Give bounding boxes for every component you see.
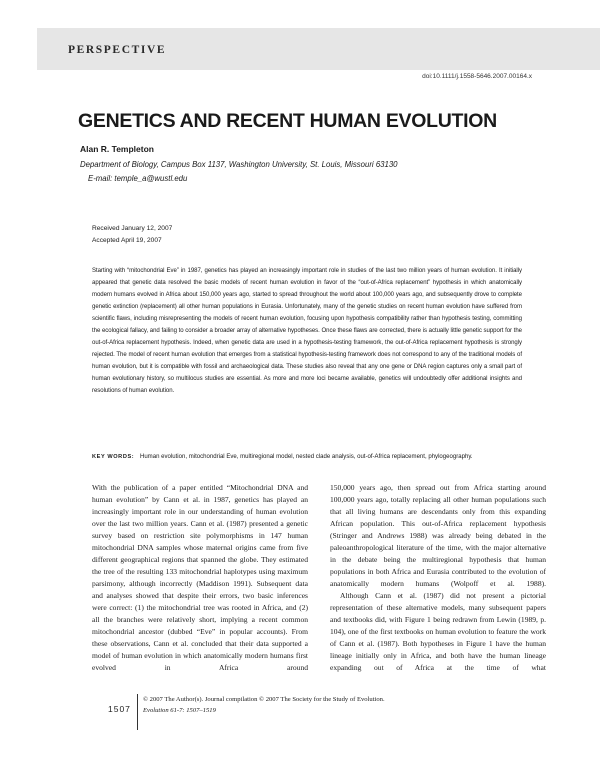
- footer: [143, 694, 385, 716]
- author-name: Alan R. Templeton: [80, 144, 154, 154]
- keywords: [92, 452, 522, 464]
- body-paragraph: Although Cann et al. (1987) did not present a pictorial representation of these alternative models, many subsequent papers and textbooks did, with Figure 1 being redrawn from Lewin (1989, p. 104), one of the first textbooks on human evolution to feature the work of Cann et al. (1987). Both hypotheses in Figure 1 have the human lineage initially only in Africa, and both have the human lineage expanding out of Africa at the time of what: [330, 591, 546, 672]
- body-left-column: [92, 482, 308, 674]
- keywords-text: Human evolution, mitochondrial Eve, multiregional model, nested clade analysis, out-of-Africa replacement, phylogeography.: [139, 454, 473, 460]
- copyright-line: © 2007 The Author(s). Journal compilation © 2007 The Society for the Study of Evolution.: [143, 696, 385, 703]
- section-label: PERSPECTIVE: [68, 44, 167, 56]
- abstract-text: Starting with “mitochondrial Eve” in 1987, genetics has played an increasingly important role in studies of the last two million years of human evolution. It initially appeared that genetic data resolved the basic models of recent human evolution in favor of the “out-of-Africa replacement” hypothesis in which anatomically modern humans evolved in Africa about 150,000 years ago, started to spread throughout the world about 100,000 years ago, and subsequently drove to complete genetic extinction (replacement) all other human populations in Eurasia. Unfortunately, many of the genetic studies on recent human evolution have suffered from scientific flaws, including misrepresenting the models of recent human evolution, focusing upon hypothesis compatibility rather than hypothesis testing, committing the ecological fallacy, and failing to consider a broader array of alternative hypotheses. Once these flaws are corrected, there is actually little genetic support for the out-of-Africa replacement hypothesis. Indeed, when genetic data are used in a hypothesis-testing framework, the out-of-Africa replacement hypothesis is strongly rejected. The model of recent human evolution that emerges from a statistical hypothesis-testing framework does not correspond to any of the traditional models of human evolution, but it is compatible with fossil and archaeological data. These studies also reveal that any one gene or DNA region captures only a small part of human evolutionary history, so multilocus studies are essential. As more and more loci became available, genetics will undoubtedly offer additional insights and resolutions of human evolution.: [92, 268, 522, 394]
- author-email[interactable]: E-mail: temple_a@wustl.edu: [88, 174, 188, 183]
- received-date: Received January 12, 2007: [92, 225, 173, 232]
- doi-line[interactable]: doi:10.1111/j.1558-5646.2007.00164.x: [422, 73, 532, 80]
- journal-citation: Evolution 61-7: 1507–1519: [143, 707, 216, 714]
- footer-divider: [137, 694, 138, 730]
- body-paragraph: With the publication of a paper entitled “Mitochondrial DNA and human evolution” by Cann et al. in 1987, genetics has played an increasingly important role in our understanding of human evolution over the last two million years. Cann et al. (1987) presented a genetic survey based on restriction site polymorphisms in 147 human mitochondrial DNA samples whose maternal origins came from five different geographical regions that spanned the globe. They estimated the tree of the resulting 133 mitochondrial haplotypes using maximum parsimony, although incorrectly (Maddison 1991). Subsequent data and analyses showed that despite their errors, two basic inferences were correct: (1) the mitochondrial tree was rooted in Africa, and (2) all the branches were relatively short, implying a recent common mitochondrial ancestor (dubbed “Eve” in popular accounts). From these observations, Cann et al. concluded that their data supported a model of human evolution in which anatomically modern humans first evolved in Africa around: [92, 483, 308, 672]
- body-paragraph: 150,000 years ago, then spread out from Africa starting around 100,000 years ago, totally replacing all other human populations such that all living humans are descendants only from this expanding African population. This out-of-Africa replacement hypothesis (Stringer and Andrews 1988) was already being debated in the paleoanthropological literature of the time, with the major alternative in the debate being the multiregional hypothesis that human populations in both Africa and Eurasia contributed to the evolution of anatomically modern humans (Wolpoff et al. 1988).: [330, 483, 546, 588]
- accepted-date: Accepted April 19, 2007: [92, 237, 162, 244]
- keywords-label: KEY WORDS:: [92, 454, 135, 460]
- author-affiliation: Department of Biology, Campus Box 1137, Washington University, St. Louis, Missouri 63130: [80, 160, 398, 169]
- section-banner: [37, 28, 600, 70]
- page-number: 1507: [108, 704, 131, 714]
- submission-dates: [92, 223, 172, 247]
- body-right-column: [330, 482, 546, 674]
- article-title: GENETICS AND RECENT HUMAN EVOLUTION: [78, 110, 497, 132]
